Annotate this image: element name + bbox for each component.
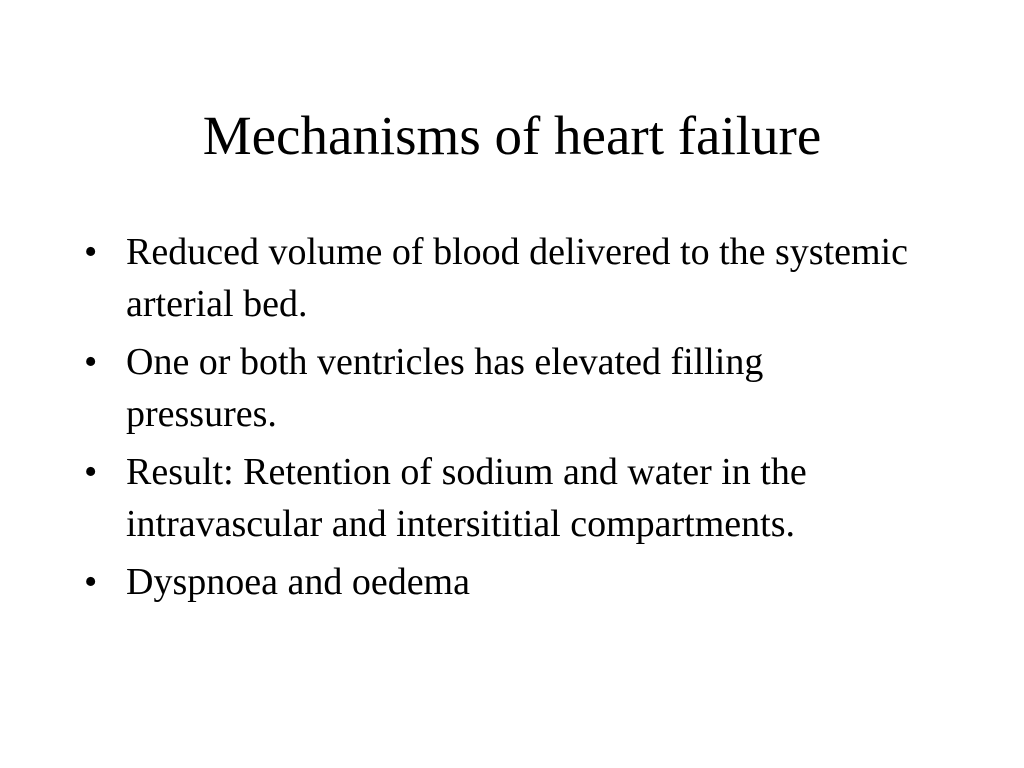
bullet-item <box>84 336 914 440</box>
bullet-item <box>84 226 914 330</box>
bullet-text: Reduced volume of blood delivered to the systemic arterial bed. <box>126 231 908 325</box>
bullet-marker: • <box>84 231 98 273</box>
bullet-text: Result: Retention of sodium and water in the intravascular and intersititial compartments. <box>126 451 807 545</box>
bullet-item <box>84 556 914 608</box>
bullet-item <box>84 446 914 550</box>
bullet-text: One or both ventricles has elevated filling pressures. <box>126 341 764 435</box>
bullet-marker: • <box>84 561 98 603</box>
slide-title: Mechanisms of heart failure <box>202 105 822 166</box>
bullet-text: Dyspnoea and oedema <box>126 561 470 603</box>
bullet-list <box>84 226 914 614</box>
bullet-marker: • <box>84 341 98 383</box>
bullet-marker: • <box>84 451 98 493</box>
